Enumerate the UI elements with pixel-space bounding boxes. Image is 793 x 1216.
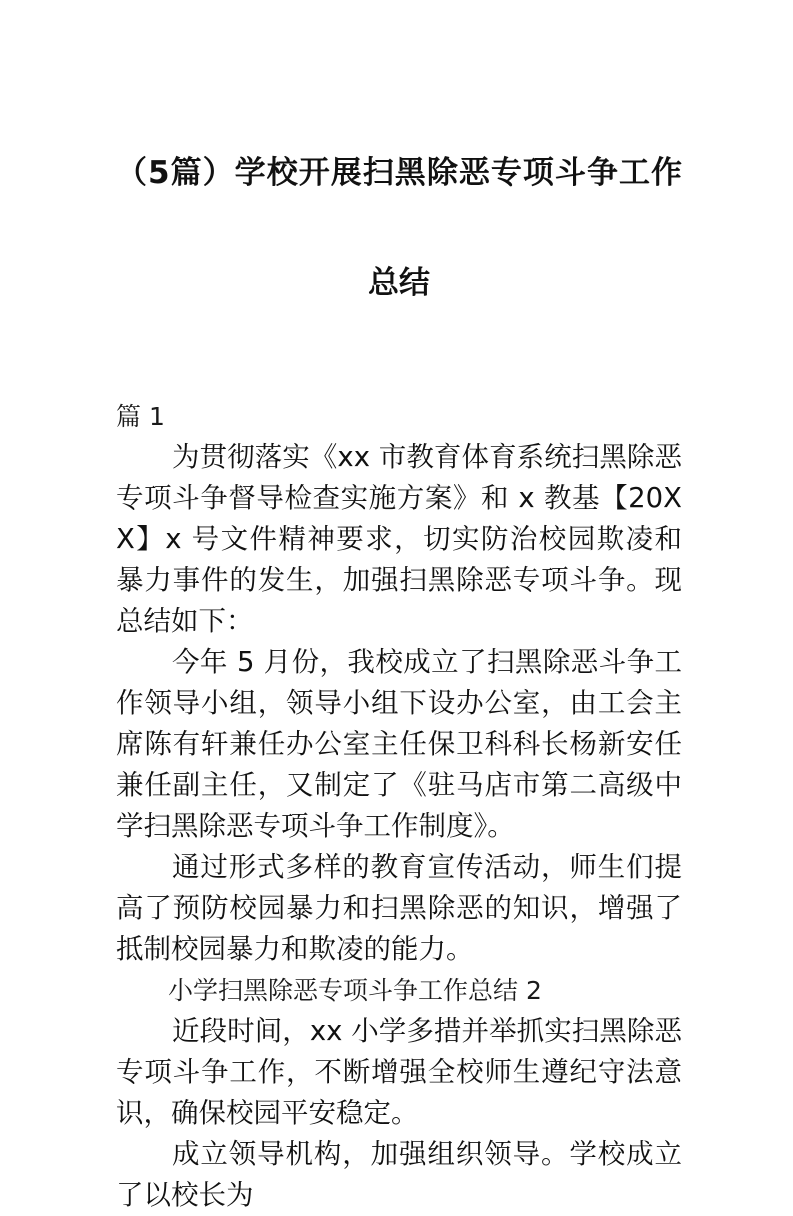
section-label: 篇 1 — [116, 402, 165, 431]
body-paragraph: 为贯彻落实《xx 市教育体育系统扫黑除恶专项斗争督导检查实施方案》和 x 教基【20XX】x 号文件精神要求，切实防治校园欺凌和暴力事件的发生，加强扫黑除恶专项斗争。现总结如下： — [116, 441, 682, 637]
body-paragraph: 今年 5 月份，我校成立了扫黑除恶斗争工作领导小组，领导小组下设办公室，由工会主席陈有轩兼任办公室主任保卫科科长杨新安任兼任副主任，又制定了《驻马店市第二高级中学扫黑除恶专项斗争工作制度》。 — [116, 646, 682, 842]
document-content — [116, 0, 682, 1216]
title-spacer — [116, 338, 682, 396]
body-paragraph: 近段时间，xx 小学多措并举抓实扫黑除恶专项斗争工作，不断增强全校师生遵纪守法意识，确保校园平安稳定。 — [116, 1015, 682, 1129]
sub-heading: 小学扫黑除恶专项斗争工作总结 2 — [168, 976, 542, 1005]
body-paragraph: 通过形式多样的教育宣传活动，师生们提高了预防校园暴力和扫黑除恶的知识，增强了抵制校园暴力和欺凌的能力。 — [116, 851, 682, 965]
page-title: （5篇）学校开展扫黑除恶专项斗争工作总结 — [116, 155, 682, 301]
body-paragraph: 成立领导机构，加强组织领导。学校成立了以校长为 — [116, 1138, 682, 1211]
